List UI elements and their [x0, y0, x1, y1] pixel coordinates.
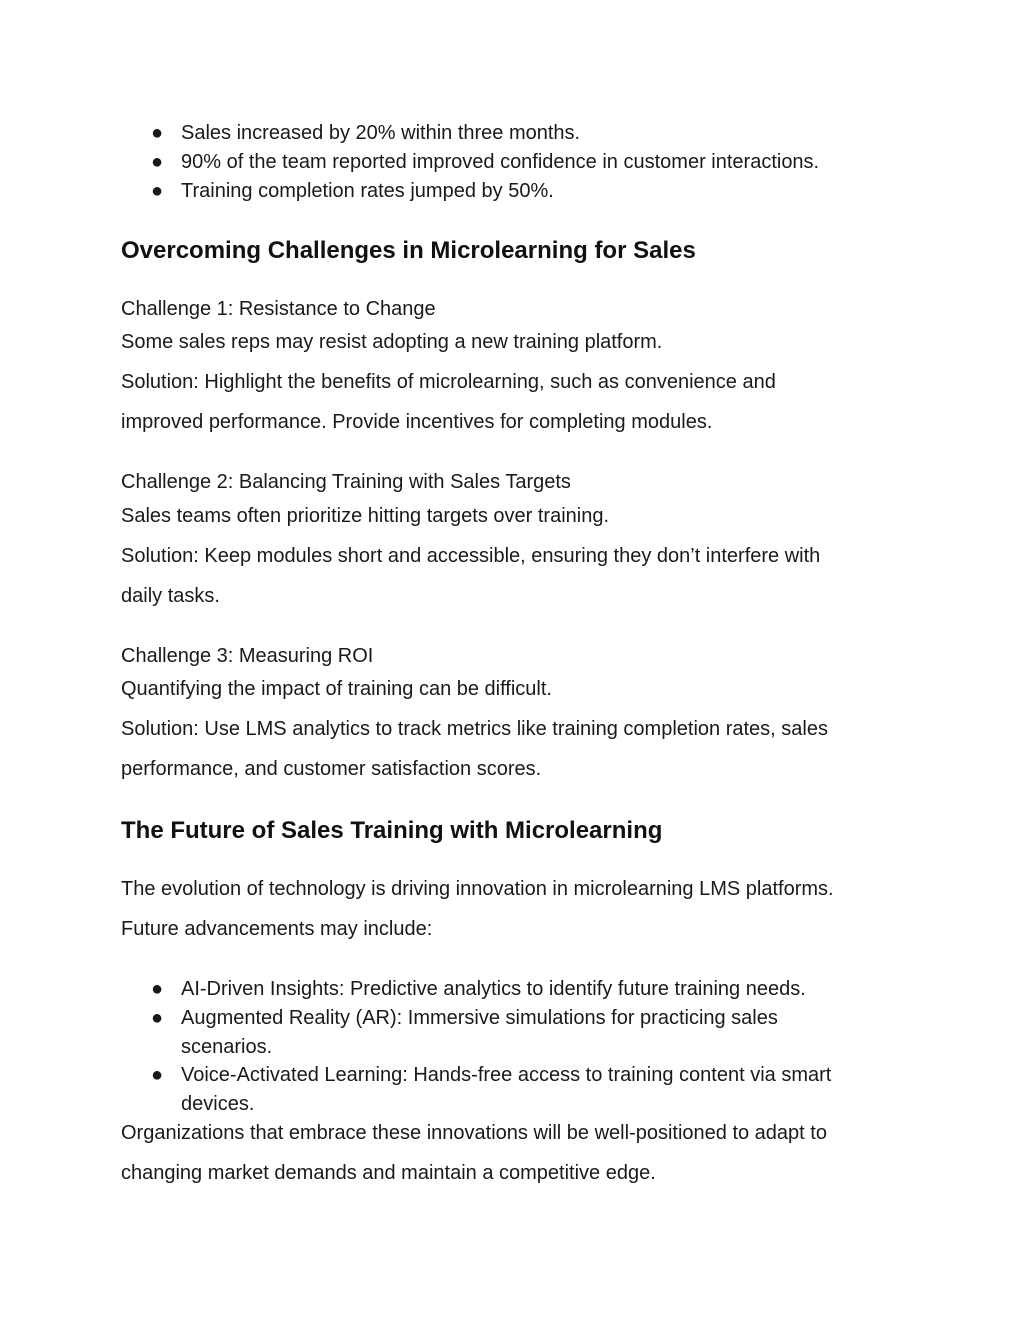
challenge-description: Quantifying the impact of training can be difficult.	[121, 678, 552, 700]
closing-paragraph: Organizations that embrace these innovations will be well-positioned to adapt to	[121, 1122, 827, 1144]
closing-paragraph-continued: changing market demands and maintain a competitive edge.	[121, 1162, 656, 1184]
list-item-text: Training completion rates jumped by 50%.	[181, 180, 554, 202]
bullet-icon: ●	[151, 122, 164, 144]
bullet-icon: ●	[151, 180, 164, 202]
challenge-description: Sales teams often prioritize hitting targets over training.	[121, 505, 610, 527]
challenge-solution: Solution: Highlight the benefits of microlearning, such as convenience and	[121, 371, 776, 393]
challenge-solution-continued: improved performance. Provide incentives for completing modules.	[121, 411, 713, 433]
list-item	[0, 1006, 1024, 1064]
section-heading-future: The Future of Sales Training with Microlearning	[121, 817, 663, 844]
bullet-icon: ●	[151, 151, 164, 173]
list-item	[0, 977, 1024, 1006]
list-item	[0, 150, 1024, 179]
future-intro-continued: Future advancements may include:	[121, 918, 433, 940]
list-item	[0, 121, 1024, 150]
challenge-solution-continued: performance, and customer satisfaction scores.	[121, 758, 542, 780]
list-item-text: Augmented Reality (AR): Immersive simulations for practicing sales	[181, 1007, 778, 1029]
list-item-text: AI-Driven Insights: Predictive analytics to identify future training needs.	[181, 978, 806, 1000]
list-item-text: 90% of the team reported improved confidence in customer interactions.	[181, 151, 820, 173]
list-item	[0, 1063, 1024, 1121]
challenge-solution: Solution: Use LMS analytics to track metrics like training completion rates, sales	[121, 718, 828, 740]
challenge-solution-continued: daily tasks.	[121, 585, 220, 607]
section-heading-challenges: Overcoming Challenges in Microlearning for Sales	[121, 237, 696, 264]
challenge-description: Some sales reps may resist adopting a new training platform.	[121, 331, 663, 353]
challenge-title: Challenge 3: Measuring ROI	[121, 645, 374, 667]
list-item-text-continued: scenarios.	[181, 1036, 273, 1058]
list-item-text: Voice-Activated Learning: Hands-free access to training content via smart	[181, 1064, 832, 1086]
bullet-icon: ●	[151, 978, 164, 1000]
bullet-icon: ●	[151, 1007, 164, 1029]
challenge-title: Challenge 2: Balancing Training with Sales Targets	[121, 471, 571, 493]
future-intro: The evolution of technology is driving innovation in microlearning LMS platforms.	[121, 878, 834, 900]
challenge-solution: Solution: Keep modules short and accessible, ensuring they don’t interfere with	[121, 545, 821, 567]
list-item-text: Sales increased by 20% within three months.	[181, 122, 581, 144]
list-item-text-continued: devices.	[181, 1093, 255, 1115]
bullet-icon: ●	[151, 1064, 164, 1086]
list-item	[0, 179, 1024, 208]
challenge-title: Challenge 1: Resistance to Change	[121, 298, 436, 320]
